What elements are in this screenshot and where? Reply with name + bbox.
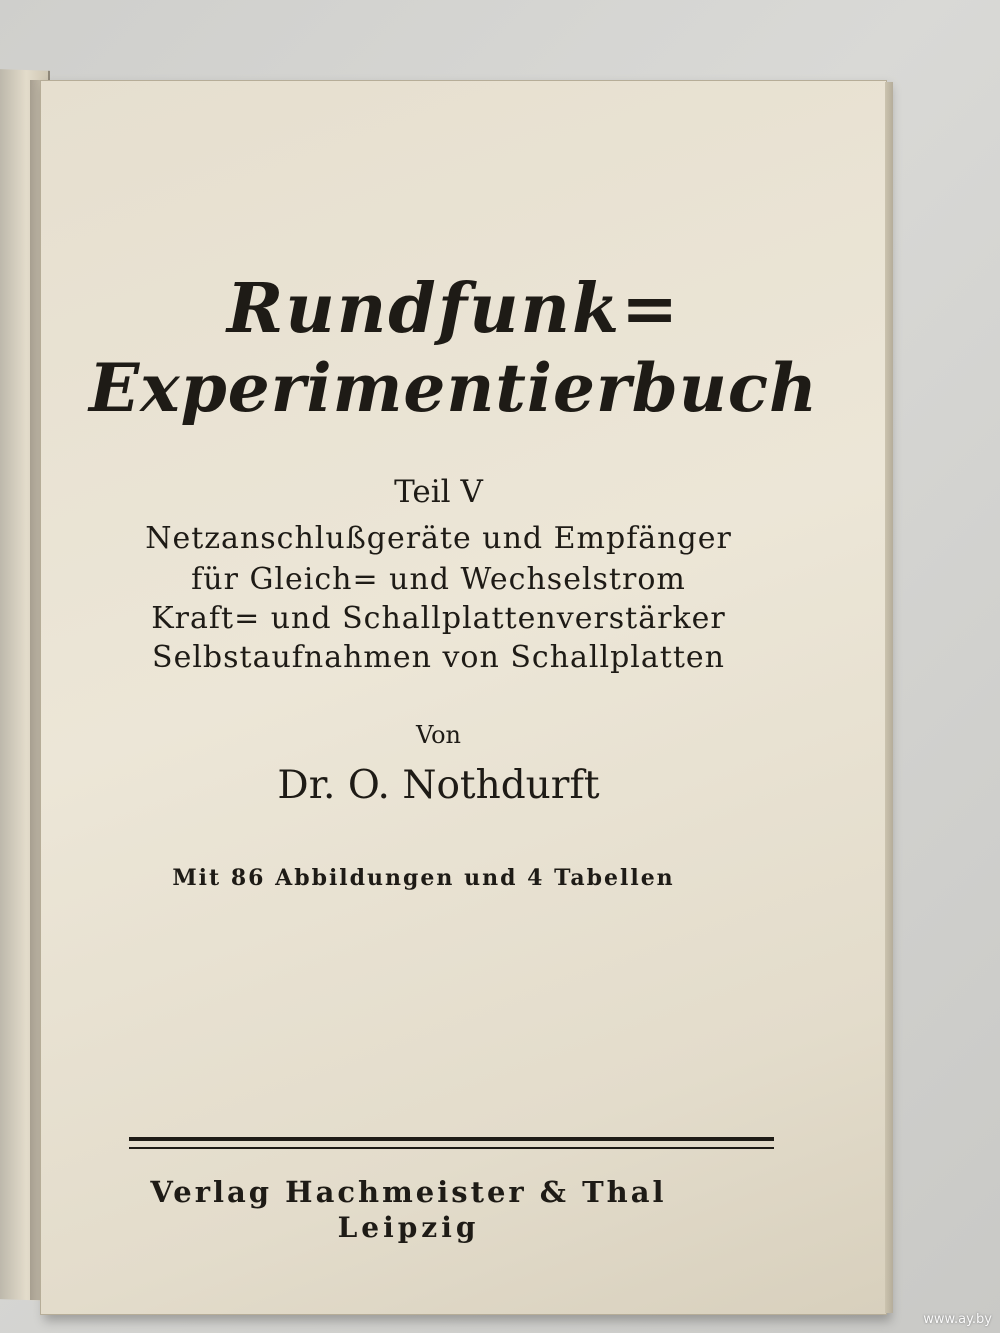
title-line-1: Rundfunk= [226, 269, 681, 349]
subtitle-line-4: Selbstaufnahmen von Schallplatten [152, 640, 725, 675]
divider-rule-thin [129, 1147, 774, 1149]
by-label: Von [415, 721, 462, 749]
publisher-name: Verlag Hachmeister & Thal [150, 1175, 667, 1209]
divider-rule-thick [129, 1137, 774, 1141]
subtitle-line-1: Netzanschlußgeräte und Empfänger [145, 521, 732, 556]
title-page [40, 80, 887, 1315]
illustrations-note: Mit 86 Abbildungen und 4 Tabellen [172, 865, 675, 891]
publisher-city: Leipzig [337, 1211, 480, 1244]
subtitle-line-2: für Gleich= und Wechselstrom [191, 562, 686, 597]
part-label: Teil V [394, 474, 483, 510]
page-edge [885, 82, 893, 1313]
site-watermark: www.ay.by [923, 1312, 992, 1327]
title-line-2: Experimentierbuch [88, 349, 819, 427]
subtitle-line-3: Kraft= und Schallplattenverstärker [151, 601, 726, 636]
author-name: Dr. O. Nothdurft [277, 763, 600, 808]
